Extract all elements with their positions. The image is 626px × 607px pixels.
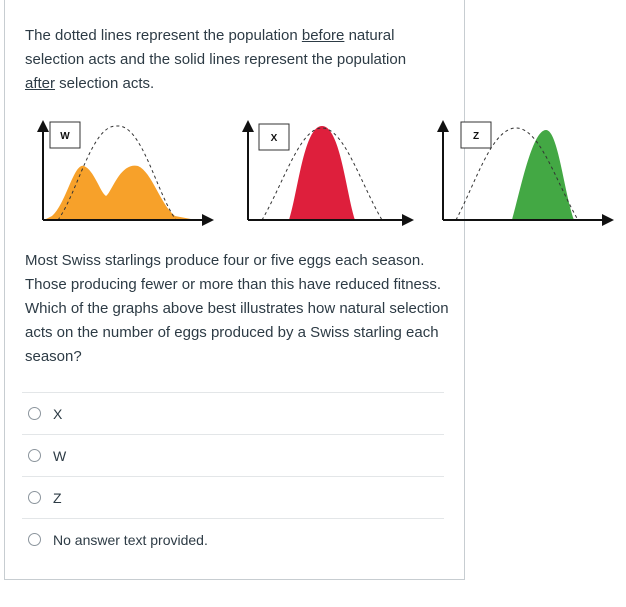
answer-radio-z[interactable]	[28, 491, 41, 504]
graph-w-label: W	[60, 131, 70, 142]
intro-part-2: natural selection acts and the solid lines represent the population	[25, 27, 407, 68]
answer-label-x: X	[53, 405, 63, 422]
answer-option-w[interactable]	[22, 434, 444, 476]
intro-after-word: after	[25, 75, 56, 92]
intro-text	[25, 24, 435, 96]
answer-label-z: Z	[53, 489, 62, 506]
selection-graphs	[0, 112, 626, 232]
intro-part-3: selection acts.	[55, 75, 155, 92]
graph-w	[37, 120, 214, 226]
answer-radio-x[interactable]	[28, 407, 41, 420]
answer-option-x[interactable]	[22, 392, 444, 434]
answer-label-none: No answer text provided.	[53, 531, 208, 548]
question-text: Most Swiss starlings produce four or five eggs each season. Those producing fewer or more than this have reduced fitness. Which of the graphs above best illustrates how natural selection acts on the number of eggs produced by a Swiss starling each season?	[25, 252, 449, 365]
answer-radio-w[interactable]	[28, 449, 41, 462]
answer-radio-none[interactable]	[28, 533, 41, 546]
graph-x-after-fill	[289, 126, 355, 220]
answer-list	[22, 392, 444, 560]
graph-z-label: Z	[472, 131, 480, 142]
graph-z	[437, 120, 614, 226]
answer-option-z[interactable]	[22, 476, 444, 518]
graph-x-label: X	[270, 133, 278, 144]
graph-w-after-fill	[44, 166, 196, 220]
intro-part-1: The dotted lines represent the population	[25, 27, 302, 44]
graph-x	[242, 120, 414, 226]
answer-label-w: W	[53, 447, 67, 464]
graph-z-after-fill	[512, 130, 574, 220]
intro-before-word: before	[301, 27, 345, 44]
answer-option-none[interactable]	[22, 518, 444, 560]
